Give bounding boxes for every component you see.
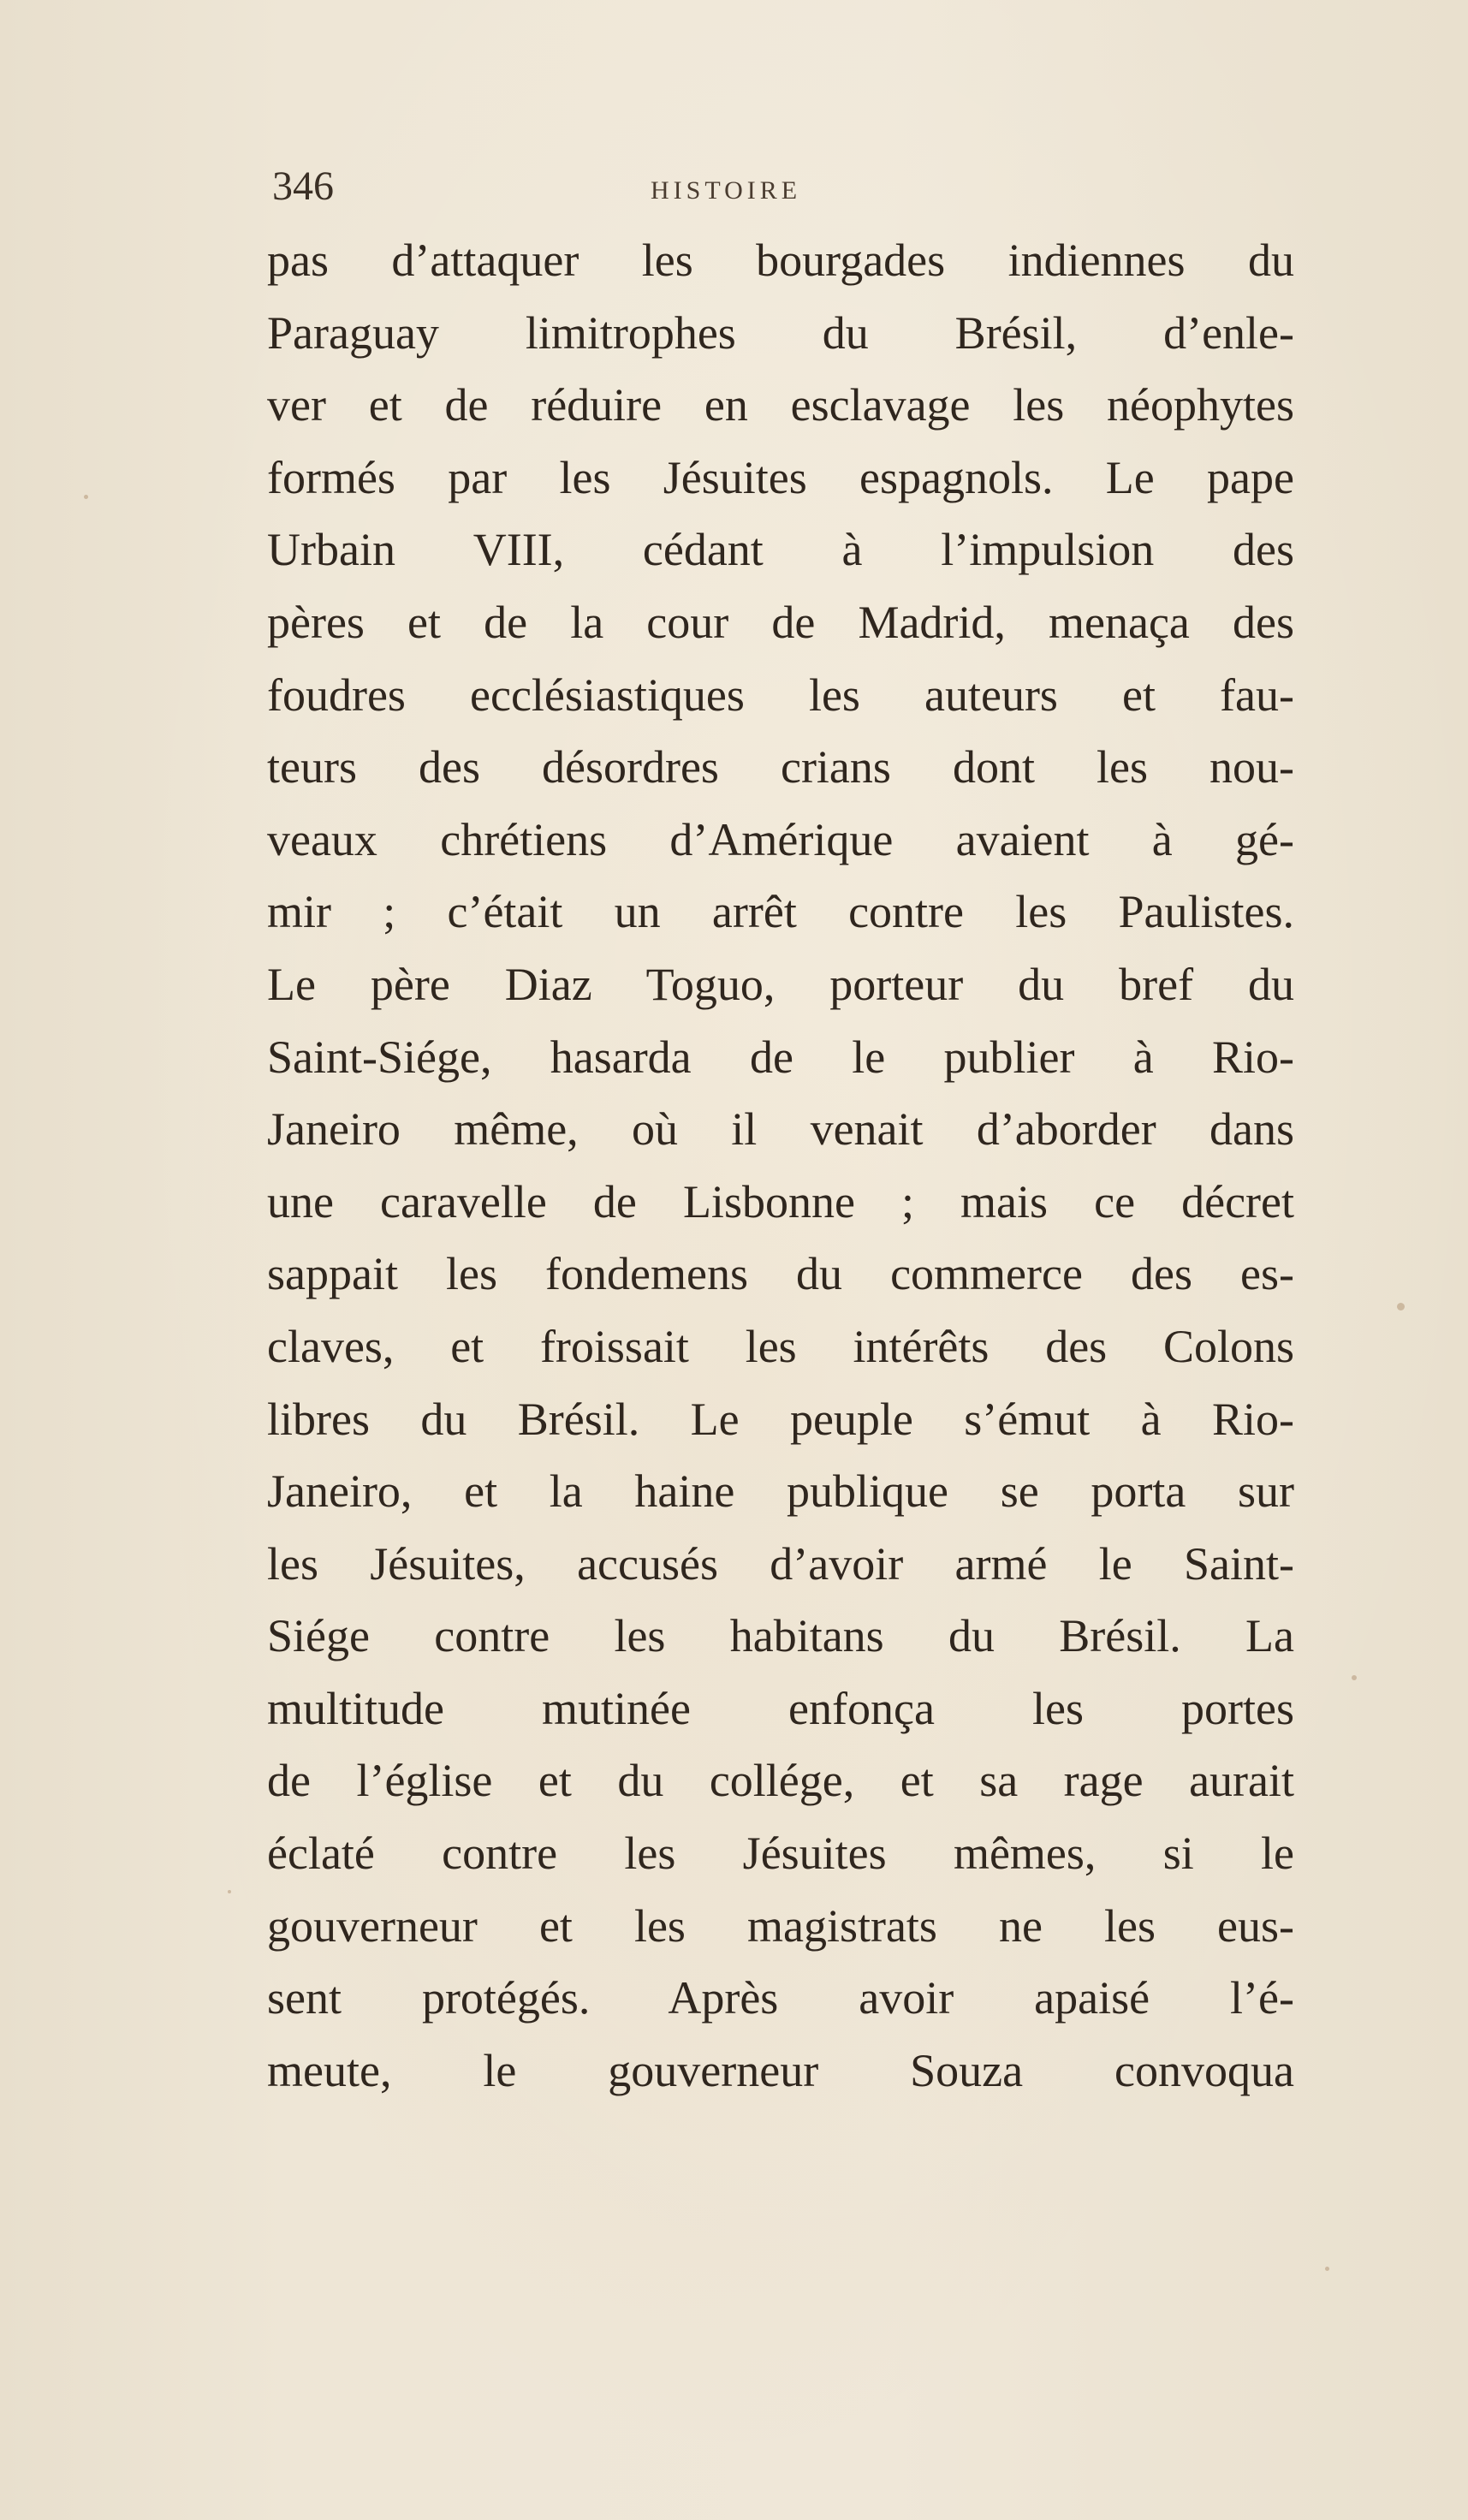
foxing-spot xyxy=(84,495,88,499)
text-line: Paraguay limitrophes du Brésil, d’enle- xyxy=(267,306,1294,359)
text-line: ver et de réduire en esclavage les néophytes xyxy=(267,379,1294,431)
text-line: Le père Diaz Toguo, porteur du bref du xyxy=(267,958,1294,1010)
text-line: formés par les Jésuites espagnols. Le pape xyxy=(267,451,1294,503)
text-line: veaux chrétiens d’Amérique avaient à gé- xyxy=(267,813,1294,865)
text-line: foudres ecclésiastiques les auteurs et fau- xyxy=(267,669,1294,721)
text-line: sent protégés. Après avoir apaisé l’é- xyxy=(267,1972,1294,2024)
foxing-spot xyxy=(1397,1303,1405,1311)
foxing-spot xyxy=(1352,1675,1357,1680)
text-line: pas d’attaquer les bourgades indiennes du xyxy=(267,235,1294,286)
text-line: teurs des désordres crians dont les nou- xyxy=(267,741,1294,793)
text-line: Urbain VIII, cédant à l’impulsion des xyxy=(267,524,1294,576)
page-header xyxy=(272,163,1291,223)
text-line: de l’église et du collége, et sa rage aurait xyxy=(267,1755,1294,1807)
body-text xyxy=(267,224,1294,2107)
foxing-spot xyxy=(1325,2267,1329,2271)
text-line: gouverneur et les magistrats ne les eus- xyxy=(267,1899,1294,1952)
page-number: 346 xyxy=(272,163,334,209)
foxing-spot xyxy=(228,1890,231,1893)
running-head: HISTOIRE xyxy=(651,176,802,205)
text-line: claves, et froissait les intérêts des Colons xyxy=(267,1320,1294,1372)
text-line: Saint-Siége, hasarda de le publier à Rio- xyxy=(267,1031,1294,1083)
text-line: une caravelle de Lisbonne ; mais ce décret xyxy=(267,1175,1294,1227)
text-line: mir ; c’était un arrêt contre les Paulistes. xyxy=(267,886,1294,938)
text-line: multitude mutinée enfonça les portes xyxy=(267,1682,1294,1734)
text-line: Janeiro même, où il venait d’aborder dans xyxy=(267,1103,1294,1156)
text-line: pères et de la cour de Madrid, menaça des xyxy=(267,596,1294,648)
text-line: libres du Brésil. Le peuple s’émut à Rio- xyxy=(267,1393,1294,1445)
text-line: les Jésuites, accusés d’avoir armé le Saint- xyxy=(267,1537,1294,1590)
text-line: sappait les fondemens du commerce des es- xyxy=(267,1248,1294,1300)
text-line: éclaté contre les Jésuites mêmes, si le xyxy=(267,1828,1294,1880)
text-line: meute, le gouverneur Souza convoqua xyxy=(267,2044,1294,2096)
text-line: Janeiro, et la haine publique se porta sur xyxy=(267,1465,1294,1518)
text-line: Siége contre les habitans du Brésil. La xyxy=(267,1610,1294,1662)
